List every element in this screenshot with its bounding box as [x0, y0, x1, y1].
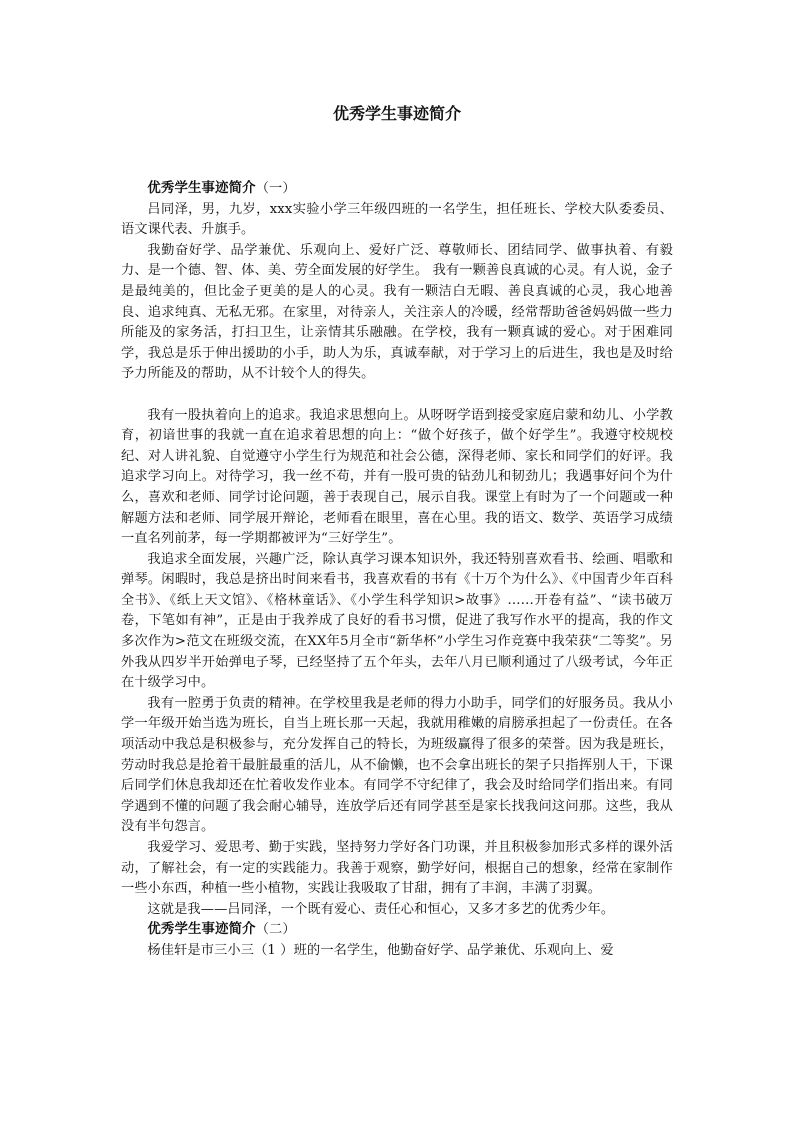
paragraph: 我有一股执着向上的追求。我追求思想向上。从呀呀学语到接受家庭启蒙和幼儿、小学教育，初谙世事的我就一直在追求着思想的向上：“做个好孩子，做个好学生”。我遵守校规校纪、对人讲礼貌、自觉遵守小学生行为规范和社会公德，深得老师、家长和同学们的好评。我追求学习向上。对待学习，我一丝不苟，并有一股可贵的钻劲儿和韧劲儿；我遇事好问个为什么，喜欢和老师、同学讨论问题，善于表现自己，展示自我。课堂上有时为了一个问题或一种解题方法和老师、同学展开辩论，老师看在眼里，喜在心里。我的语文、数学、英语学习成绩一直名列前茅，每一学期都被评为“三好学生”。 — [121, 407, 673, 547]
section-heading-text: 优秀学生事迹简介 — [147, 922, 256, 938]
paragraph: 吕同泽，男，九岁，xxx实验小学三年级四班的一名学生，担任班长、学校大队委委员、语文课代表、升旗手。 — [121, 201, 673, 238]
paragraph: 杨佳轩是市三小三（1 ）班的一名学生，他勤奋好学、品学兼优、乐观向上、爱 — [147, 942, 614, 958]
section-heading-text: 优秀学生事迹简介 — [147, 181, 256, 196]
paragraph: 我有一腔勇于负责的精神。在学校里我是老师的得力小助手，同学们的好服务员。我从小学一年级开始当选为班长，自当上班长那一天起，我就用稚嫩的肩膀承担起了一份责任。在各项活动中我总是积极参与，充分发挥自己的特长，为班级赢得了很多的荣誉。因为我是班长，劳动时我总是抢着干最脏最重的活儿，从不偷懒，也不会拿出班长的架子只指挥别人干，下课后同学们休息我却还在忙着收发作业本。有同学不守纪律了，我会及时给同学们指出来。有同学遇到不懂的问题了我会耐心辅导，连放学后还有同学甚至是家长找我问这问那。这些，我从没有半句怨言。 — [121, 695, 673, 835]
section-heading-1 — [121, 179, 673, 200]
paragraph: 我勤奋好学、品学兼优、乐观向上、爱好广泛、尊敬师长、团结同学、做事执着、有毅力、是一个德、智、体、美、劳全面发展的好学生。 我有一颗善良真诚的心灵。有人说，金子是最纯美的，但比金子更美的是人的心灵。我有一颗洁白无暇、善良真诚的心灵，我心地善良、追求纯真、无私无邪。在家里，对待亲人，关注亲人的冷暖，经常帮助爸爸妈妈做一些力所能及的家务活，打扫卫生，让亲情其乐融融。在学校，我有一颗真诚的爱心。对于困难同学，我总是乐于伸出援助的小手，助人为乐，真诚奉献，对于学习上的后进生，我也是及时给予力所能及的帮助，从不计较个人的得失。 — [121, 242, 673, 382]
section-heading-number: （一） — [255, 181, 296, 196]
document-title: 优秀学生事迹简介 — [332, 104, 461, 123]
section-heading-2 — [121, 920, 673, 941]
document-body — [121, 179, 673, 962]
paragraph: 这就是我——吕同泽，一个既有爱心、责任心和恒心，又多才多艺的优秀少年。 — [147, 901, 615, 917]
paragraph: 我爱学习、爱思考、勤于实践，坚持努力学好各门功课，并且积极参加形式多样的课外活动，了解社会，有一定的实践能力。我善于观察，勤学好问，根据自己的想象，经常在家制作一些小东西，种植一些小植物，实践让我吸取了甘甜，拥有了丰润，丰满了羽翼。 — [121, 840, 673, 897]
section-heading-number: （二） — [255, 922, 296, 938]
paragraph: 我追求全面发展，兴趣广泛，除认真学习课本知识外，我还特别喜欢看书、绘画、唱歌和弹琴。闲暇时，我总是挤出时间来看书，我喜欢看的书有《十万个为什么》、《中国青少年百科全书》、《纸上天文馆》、《格林童话》、《小学生科学知识>故事》……开卷有益”、“读书破万卷，下笔如有神”，正是由于我养成了良好的看书习惯，促进了我写作水平的提高，我的作文多次作为>范文在班级交流，在XX年5月全市“新华杯”小学生习作竞赛中我荣获“二等奖”。另外我从四岁半开始弹电子琴，已经坚持了五个年头，去年八月已顺利通过了八级考试，今年正在十级学习中。 — [121, 551, 673, 691]
